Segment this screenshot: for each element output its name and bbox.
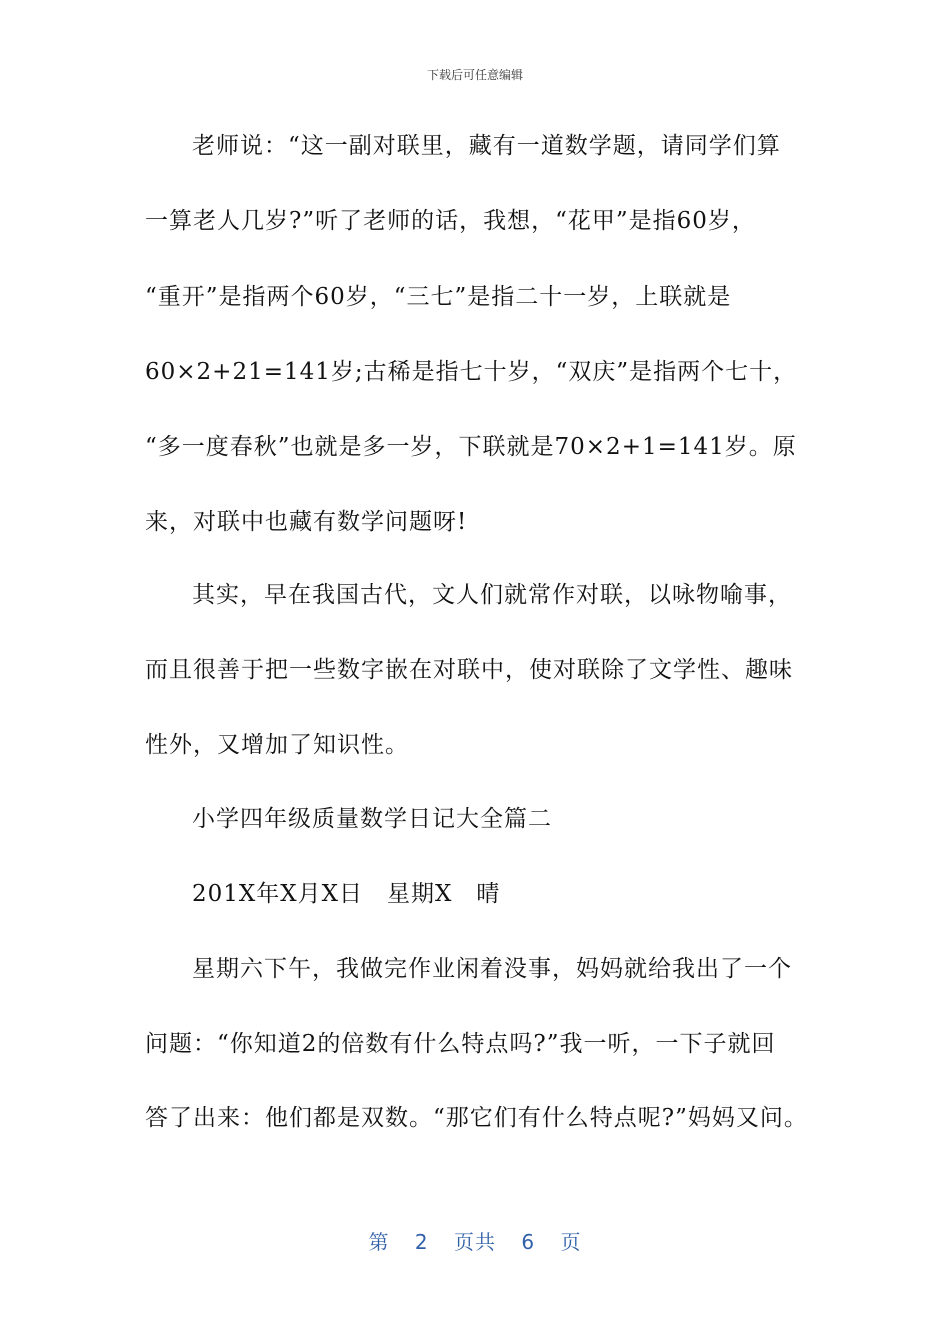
paragraph-line: 老师说：“这一副对联里，藏有一道数学题，请同学们算	[192, 133, 781, 159]
footer-middle: 页共	[454, 1230, 496, 1254]
page-number-footer	[0, 1226, 950, 1255]
paragraph-line: 而且很善于把一些数字嵌在对联中，使对联除了文学性、趣味	[145, 657, 793, 683]
footer-suffix: 页	[560, 1230, 582, 1254]
footer-prefix: 第	[368, 1230, 390, 1254]
page-header-note: 下载后可任意编辑	[426, 68, 523, 82]
section-heading: 小学四年级质量数学日记大全篇二	[192, 806, 552, 832]
paragraph-line: “多一度春秋”也就是多一岁，下联就是70×2+1=141岁。原	[145, 434, 797, 460]
paragraph-line: 其实，早在我国古代，文人们就常作对联，以咏物喻事，	[192, 582, 792, 608]
paragraph-line: 一算老人几岁?”听了老师的话，我想，“花甲”是指60岁，	[145, 208, 756, 234]
paragraph-line: “重开”是指两个60岁，“三七”是指二十一岁，上联就是	[145, 284, 732, 310]
diary-date-line: 201X年X月X日 星期X 晴	[192, 881, 501, 907]
paragraph-line: 来，对联中也藏有数学问题呀!	[145, 509, 468, 535]
footer-total-pages: 6	[521, 1230, 536, 1254]
paragraph-line: 问题：“你知道2的倍数有什么特点吗?”我一听，一下子就回	[145, 1031, 776, 1057]
paragraph-line: 60×2+21=141岁;古稀是指七十岁，“双庆”是指两个七十，	[145, 359, 798, 385]
paragraph-line: 答了出来：他们都是双数。“那它们有什么特点呢?”妈妈又问。	[145, 1105, 808, 1131]
paragraph-line: 性外，又增加了知识性。	[145, 732, 409, 758]
footer-page-number: 2	[414, 1230, 429, 1254]
paragraph-line: 星期六下午，我做完作业闲着没事，妈妈就给我出了一个	[192, 956, 792, 982]
